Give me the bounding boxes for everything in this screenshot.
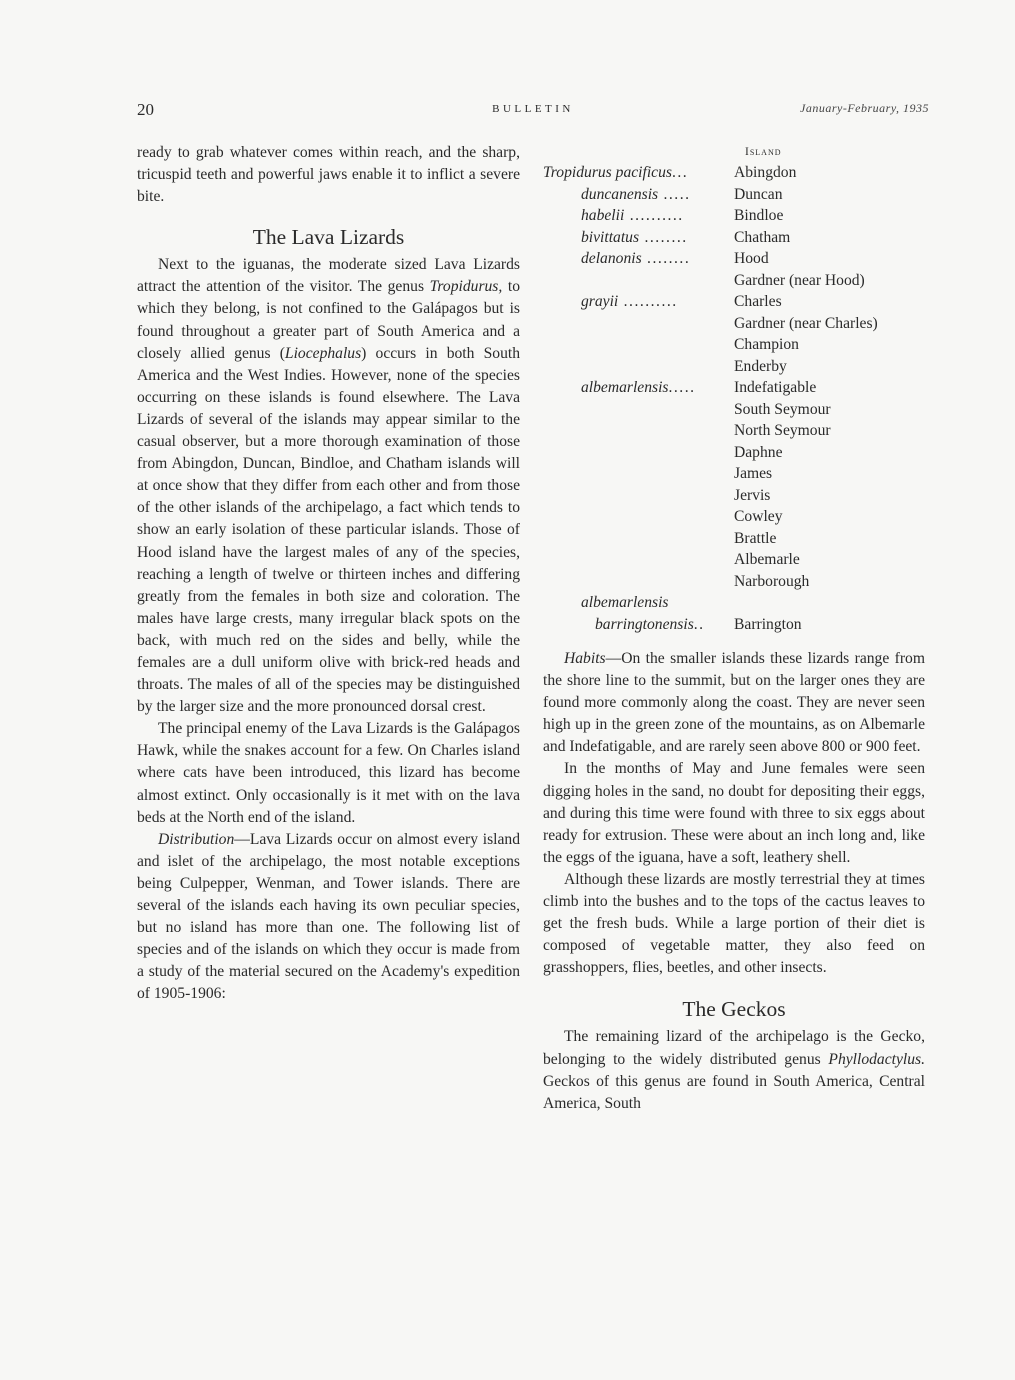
species-name: albemarlensis.....: [581, 379, 696, 396]
table-row: [543, 420, 933, 442]
island-name: South Seymour: [734, 400, 831, 418]
island-name: Duncan: [734, 185, 783, 203]
island-name: Gardner (near Charles): [734, 314, 878, 332]
species-name: [543, 485, 734, 507]
table-row: [543, 334, 933, 356]
island-name: Champion: [734, 336, 799, 353]
species-island-table: [543, 142, 933, 635]
table-row: [543, 463, 933, 485]
section-heading-lava-lizards: The Lava Lizards: [252, 225, 405, 250]
table-row: [543, 592, 933, 614]
species-name: delanonis ........: [581, 250, 691, 267]
table-row: [543, 377, 933, 399]
island-name: Hood: [734, 250, 769, 267]
table-row: [543, 485, 933, 507]
species-name: [543, 463, 734, 485]
island-name: North Seymour: [734, 422, 831, 439]
running-title: BULLETIN: [492, 103, 574, 115]
island-name: James: [734, 465, 773, 482]
species-name: [543, 270, 734, 292]
paragraph: Although these lizards are mostly terrestrial they at times climb into the bushes and to the tops of the cactus leaves to get the fresh buds. While a large portion of their diet is composed of vegetable matter, they also feed on grasshoppers, flies, beetles, and other insects.: [543, 870, 925, 977]
table-row: [543, 528, 933, 550]
paragraph: ready to grab whatever comes within reach, and the sharp, tricuspid teeth and powerful jaws enable it to inflict a severe bite.: [137, 144, 520, 206]
species-name: duncanensis .....: [581, 185, 691, 203]
island-name: Bindloe: [734, 207, 784, 224]
paragraph-habits: Habits—On the smaller islands these lizards range from the shore line to the summit, but on the larger ones they are found more commonly along the coast. They are never seen high up in the green zone of the mountains, as on Albemarle and Indefatigable, and are rarely seen above 800 or 900 feet.: [543, 650, 925, 756]
paragraph-distribution: Distribution—Lava Lizards occur on almost every island and islet of the archipelago, the most notable exceptions being Culpepper, Wenman, and Tower islands. There are several of the islands each having its own peculiar species, but no island has more than one. The following list of species and of the islands on which they occur is made from a study of the material secured on the Academy's expedition of 1905-1906:: [137, 830, 520, 1003]
species-name: [543, 420, 734, 442]
genus-name: Liocephalus: [284, 344, 362, 362]
table-row: [543, 205, 933, 227]
issue-date: January-February, 1935: [800, 101, 929, 115]
island-name: Barrington: [734, 615, 802, 633]
island-name: Brattle: [734, 529, 777, 547]
island-name: Gardner (near Hood): [734, 271, 865, 289]
table-row: [543, 356, 933, 378]
table-row: [543, 399, 933, 421]
genus-name: Phyllodactylus.: [828, 1050, 925, 1068]
species-name: [543, 442, 734, 464]
table-row: [543, 248, 933, 270]
table-row: [543, 162, 933, 184]
table-row: [543, 227, 933, 249]
table-row: [543, 184, 933, 206]
species-name: [543, 506, 734, 528]
species-name: [543, 399, 734, 421]
table-row: [543, 442, 933, 464]
island-name: Daphne: [734, 443, 783, 461]
island-name: Enderby: [734, 357, 787, 375]
island-name: Charles: [734, 293, 782, 310]
paragraph: The principal enemy of the Lava Lizards is the Galápagos Hawk, while the snakes account for a few. On Charles island where cats have been introduced, this lizard has become almost extinct. Only occasionally is it met with on the lava beds at the North end of the island.: [137, 720, 520, 826]
island-name: Albemarle: [734, 551, 800, 568]
table-row: [543, 614, 933, 636]
island-name: Narborough: [734, 572, 810, 590]
left-column: [137, 142, 520, 1005]
species-name: Tropidurus pacificus...: [543, 164, 689, 181]
paragraph: The remaining lizard of the archipelago is the Gecko, belonging to the widely distributed genus Phyllodactylus. Geckos of this genus are found in South America, Central America, South: [543, 1028, 925, 1112]
species-name: [543, 334, 734, 356]
page-header: [137, 100, 929, 124]
island-name: Cowley: [734, 508, 783, 525]
table-row: [543, 571, 933, 593]
section-heading-geckos: The Geckos: [682, 997, 786, 1022]
species-name: grayii ..........: [581, 293, 678, 310]
table-row: [543, 313, 933, 335]
paragraph: In the months of May and June females were seen digging holes in the sand, no doubt for depositing their eggs, and during this time were found with three to six eggs about ready for extrusion. These were about an inch long and, like the eggs of the iguana, have a soft, leathery shell.: [543, 760, 925, 866]
right-column: [543, 648, 925, 1115]
species-name: [543, 571, 734, 593]
paragraph: Next to the iguanas, the moderate sized Lava Lizards attract the attention of the visitor. The genus Tropidurus, to which they belong, is not confined to the Galápagos but is found throughout a greater part of South America and a closely allied genus (Liocephalus) occurs in both South America and the West Indies. However, none of the species occurring on these islands is found elsewhere. The Lava Lizards of several of the islands may appear similar to the casual observer, but a more thorough examination of those from Abingdon, Duncan, Bindloe, and Chatham islands will at once show that they differ from each other and from those of the other islands of the archipelago, a fact which tends to show an early isolation of these particular islands. Those of Hood island have the largest males of any of the species, reaching a length of twelve or thirteen inches and differing greatly from the females in both size and coloration. The males have large crests, many irregular black spots on the back, with much red on the sides and belly, while the females are a dull uniform olive with brick-red heads and throats. The males of all of the species may be distinguished by the larger size and the more pronounced dorsal crest.: [137, 256, 521, 716]
island-name: Chatham: [734, 228, 791, 246]
page-number: 20: [137, 100, 154, 119]
species-name: albemarlensis: [581, 594, 669, 611]
species-name: [543, 356, 734, 378]
species-name: barringtonensis..: [595, 615, 705, 633]
species-name: habelii ..........: [581, 207, 684, 224]
island-name: Jervis: [734, 486, 771, 504]
table-row: [543, 270, 933, 292]
table-row: [543, 291, 933, 313]
table-row: [543, 506, 933, 528]
run-in-label: Habits: [564, 650, 606, 667]
island-name: Indefatigable: [734, 379, 817, 396]
run-in-label: Distribution: [158, 830, 235, 848]
table-header-island: Island: [745, 146, 782, 158]
species-name: [543, 528, 734, 550]
table-row: [543, 549, 933, 571]
species-name: bivittatus ........: [581, 228, 688, 246]
species-name: [543, 313, 734, 335]
genus-name: Tropidurus,: [429, 278, 503, 296]
island-name: Abingdon: [734, 164, 797, 181]
species-name: [543, 549, 734, 571]
